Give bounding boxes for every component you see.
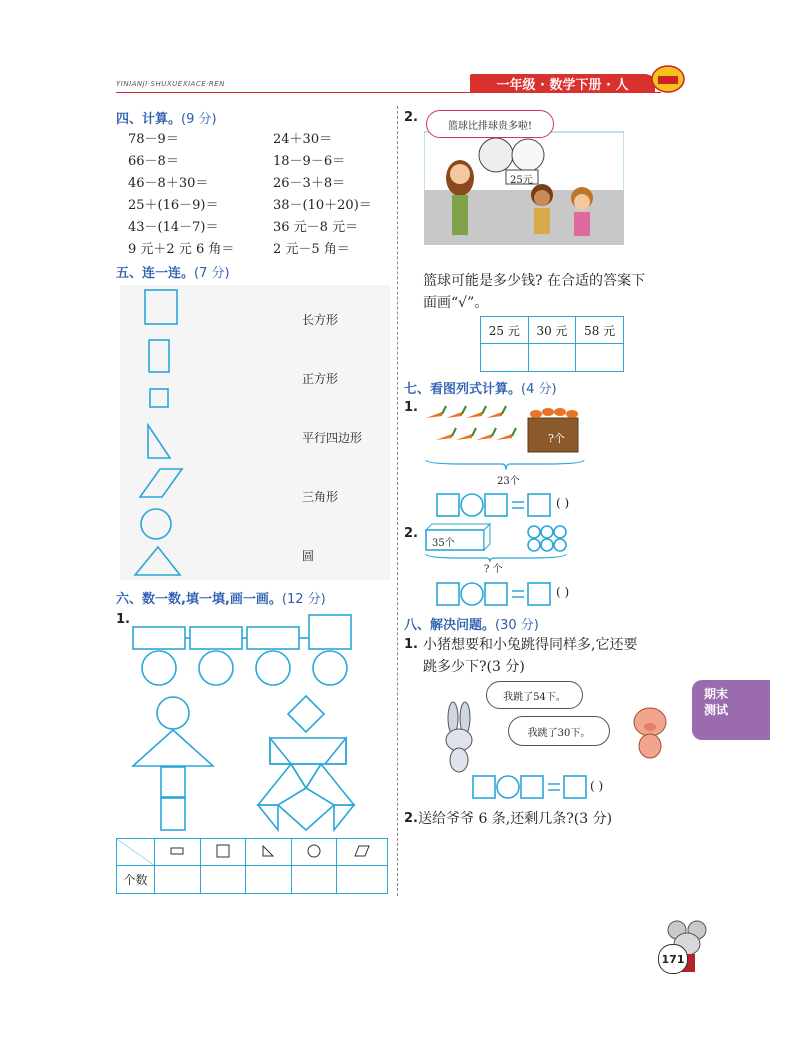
rabbit-icon	[425, 700, 500, 775]
calc-item: 9 元＋2 元 6 角＝	[128, 242, 235, 257]
section-7-title: 七、看图列式计算。(4 分)	[404, 382, 557, 397]
match-label-parallelogram: 平行四边形	[302, 431, 363, 445]
calc-item: 66－8＝	[128, 154, 179, 169]
s8-q1-line1: 小猪想要和小兔跳得同样多,它还要	[423, 637, 638, 653]
calc-item: 38－(10＋20)＝	[273, 198, 372, 213]
basket-question: ?个	[548, 432, 565, 445]
s7-q1-number: 1.	[404, 400, 418, 415]
table-head-rectangle	[155, 839, 201, 866]
section-6-title: 六、数一数,填一填,画一画。(12 分)	[116, 592, 326, 607]
unknown-label: ? 个	[484, 564, 503, 575]
s8-q1-line2: 跳多少下?(3 分)	[423, 659, 525, 675]
count-cell-circle[interactable]	[291, 866, 337, 894]
table-head-square	[200, 839, 246, 866]
equation-boxes-2[interactable]	[436, 581, 556, 607]
count-cell-triangle[interactable]	[246, 866, 292, 894]
table-row-label: 个数	[117, 866, 155, 894]
calc-item: 46－8＋30＝	[128, 176, 209, 191]
answer-cell-30[interactable]	[528, 344, 576, 372]
count-table	[116, 838, 388, 894]
price-options-table	[480, 316, 624, 372]
s8-q1-text	[423, 634, 637, 678]
count-cell-parallelogram[interactable]	[337, 866, 388, 894]
match-label-triangle: 三角形	[302, 490, 339, 504]
header-left-text: YINIANJI·SHUXUEXIACE·REN	[116, 80, 225, 88]
equation-boxes-3[interactable]	[472, 774, 592, 800]
speech-bubble: 篮球比排球贵多啦!	[426, 110, 554, 138]
s6-question-number: 1.	[116, 612, 130, 627]
calc-item: 18－9－6＝	[273, 154, 346, 169]
table-head-parallelogram	[337, 839, 388, 866]
book-logo-icon	[650, 64, 686, 94]
q2-question-line1: 篮球可能是多少钱? 在合适的答案下	[423, 273, 645, 289]
unit-blank-1[interactable]: ( )	[556, 496, 570, 510]
calc-item: 43－(14－7)＝	[128, 220, 219, 235]
match-label-circle: 圆	[302, 549, 315, 563]
equation-boxes-1[interactable]	[436, 492, 556, 518]
unit-blank-2[interactable]: ( )	[556, 585, 570, 599]
side-tab-line2: 测试	[704, 703, 729, 717]
train-figure	[133, 615, 351, 685]
calc-item: 2 元－5 角＝	[273, 242, 350, 257]
total-label: 23个	[497, 476, 520, 487]
calc-item: 24＋30＝	[273, 132, 333, 147]
pig-speech: 我跳了30下。	[508, 716, 610, 746]
header-book-title: 一年级 · 数学下册 · 人	[470, 74, 655, 93]
rabbit-speech: 我跳了54下。	[486, 681, 583, 709]
unit-blank-3[interactable]: ( )	[590, 779, 604, 793]
calc-grid	[128, 128, 398, 257]
side-tab-line1: 期末	[704, 687, 729, 701]
calc-item: 78－9＝	[128, 132, 179, 147]
q2-number: 2.	[404, 110, 418, 125]
table-head-triangle	[246, 839, 292, 866]
calc-item: 36 元－8 元＝	[273, 220, 359, 235]
count-cell-square[interactable]	[200, 866, 246, 894]
q2-question	[423, 270, 645, 314]
person-figure	[133, 697, 213, 830]
option-30: 30 元	[528, 317, 576, 344]
q2-question-line2: 面画“√”。	[423, 295, 489, 311]
match-label-rectangle: 长方形	[302, 313, 339, 327]
section-5-title: 五、连一连。(7 分)	[116, 266, 230, 281]
pig-icon	[620, 700, 680, 760]
count-cell-rectangle[interactable]	[155, 866, 201, 894]
s8-q1-number: 1.	[404, 637, 418, 652]
match-label-square: 正方形	[302, 372, 339, 386]
answer-cell-25[interactable]	[481, 344, 529, 372]
section-8-title: 八、解决问题。(30 分)	[404, 618, 539, 633]
calc-item: 26－3＋8＝	[273, 176, 346, 191]
price-tag: 25元	[510, 175, 533, 186]
answer-cell-58[interactable]	[576, 344, 624, 372]
shape-pictures	[128, 610, 358, 835]
section-4-title: 四、计算。(9 分)	[116, 112, 217, 127]
page-number: 171	[658, 944, 688, 974]
option-58: 58 元	[576, 317, 624, 344]
side-tab	[692, 680, 770, 740]
s8-q2-text: 送给爷爷 6 条,还剩几条?(3 分)	[418, 811, 613, 827]
table-corner	[117, 839, 155, 866]
calc-item: 25＋(16－9)＝	[128, 198, 219, 213]
tangram-figure	[258, 696, 354, 830]
box-label: 35个	[432, 538, 455, 549]
table-head-circle	[291, 839, 337, 866]
option-25: 25 元	[481, 317, 529, 344]
s8-q2-number: 2.	[404, 811, 418, 826]
s7-q2-number: 2.	[404, 526, 418, 541]
